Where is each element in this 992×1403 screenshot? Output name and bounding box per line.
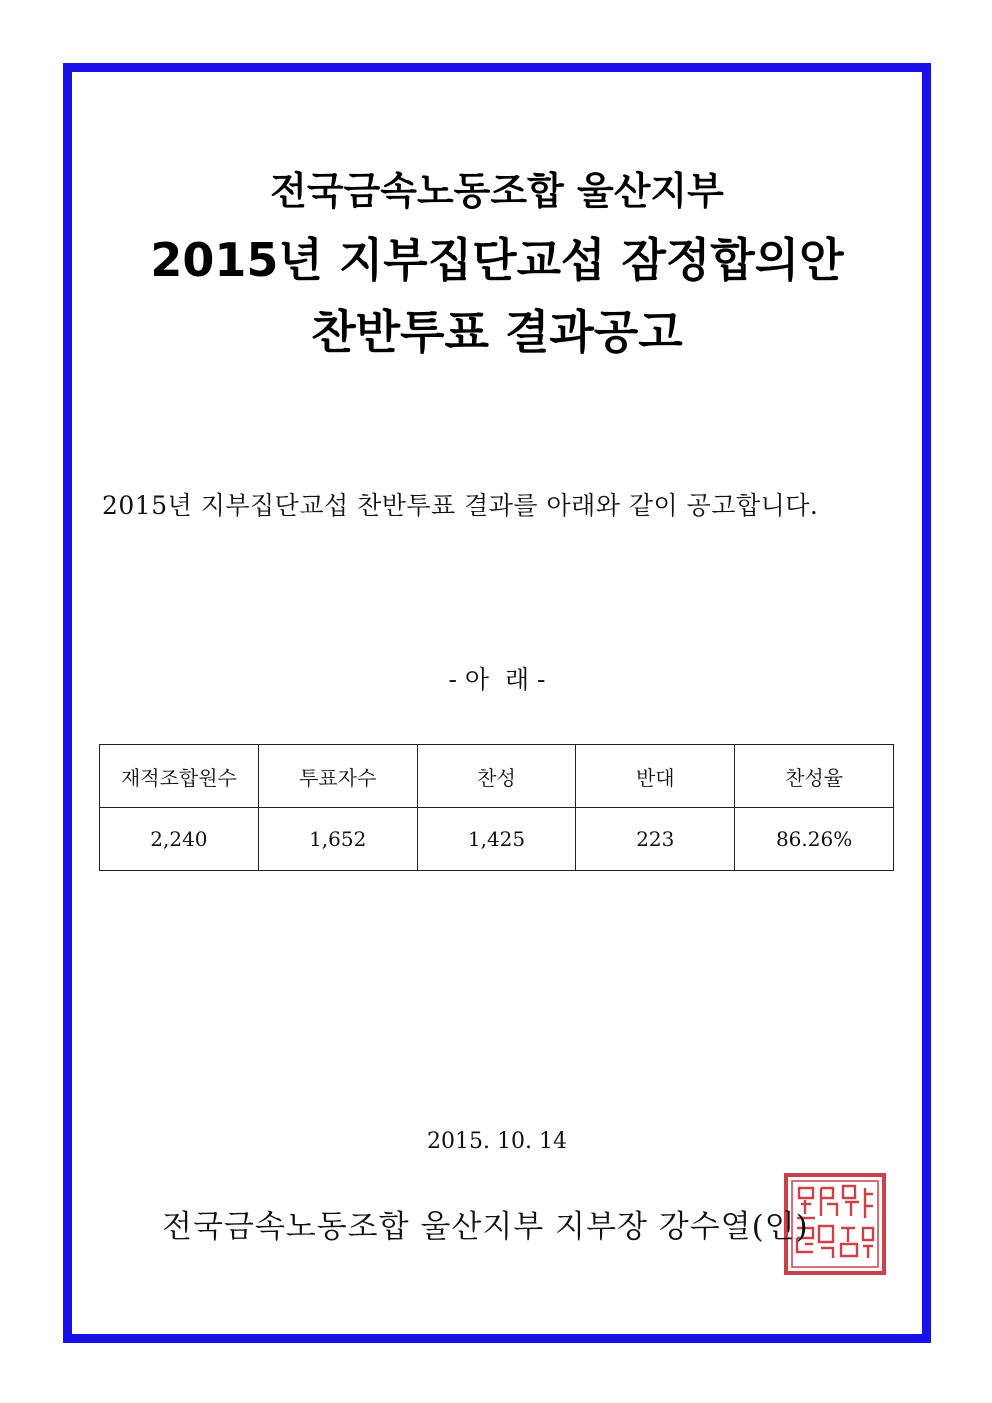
header-registered-members: 재적조합원수 (100, 745, 259, 808)
cell-yes: 1,425 (417, 808, 576, 871)
intro-text: 2015년 지부집단교섭 찬반투표 결과를 아래와 같이 공고합니다. (102, 491, 819, 520)
header-approval-rate: 찬성율 (735, 745, 894, 808)
table-row (100, 808, 894, 871)
notice-frame (63, 63, 931, 1343)
header-yes: 찬성 (417, 745, 576, 808)
notice-date: 2015. 10. 14 (427, 1129, 567, 1154)
title-vote-result: 찬반투표 결과공고 (311, 305, 683, 359)
cell-approval-rate: 86.26% (735, 808, 894, 871)
below-label: - 아 래 - (448, 665, 546, 694)
header-voters: 투표자수 (258, 745, 417, 808)
cell-voters: 1,652 (258, 808, 417, 871)
cell-registered-members: 2,240 (100, 808, 259, 871)
cell-no: 223 (576, 808, 735, 871)
signature-line: 전국금속노동조합 울산지부 지부장 강수열(인) (162, 1209, 809, 1245)
header-no: 반대 (576, 745, 735, 808)
title-union-name: 전국금속노동조합 울산지부 (270, 169, 724, 213)
title-agreement: 2015년 지부집단교섭 잠정합의안 (150, 233, 844, 287)
table-header-row (100, 745, 894, 808)
results-table (99, 744, 894, 871)
